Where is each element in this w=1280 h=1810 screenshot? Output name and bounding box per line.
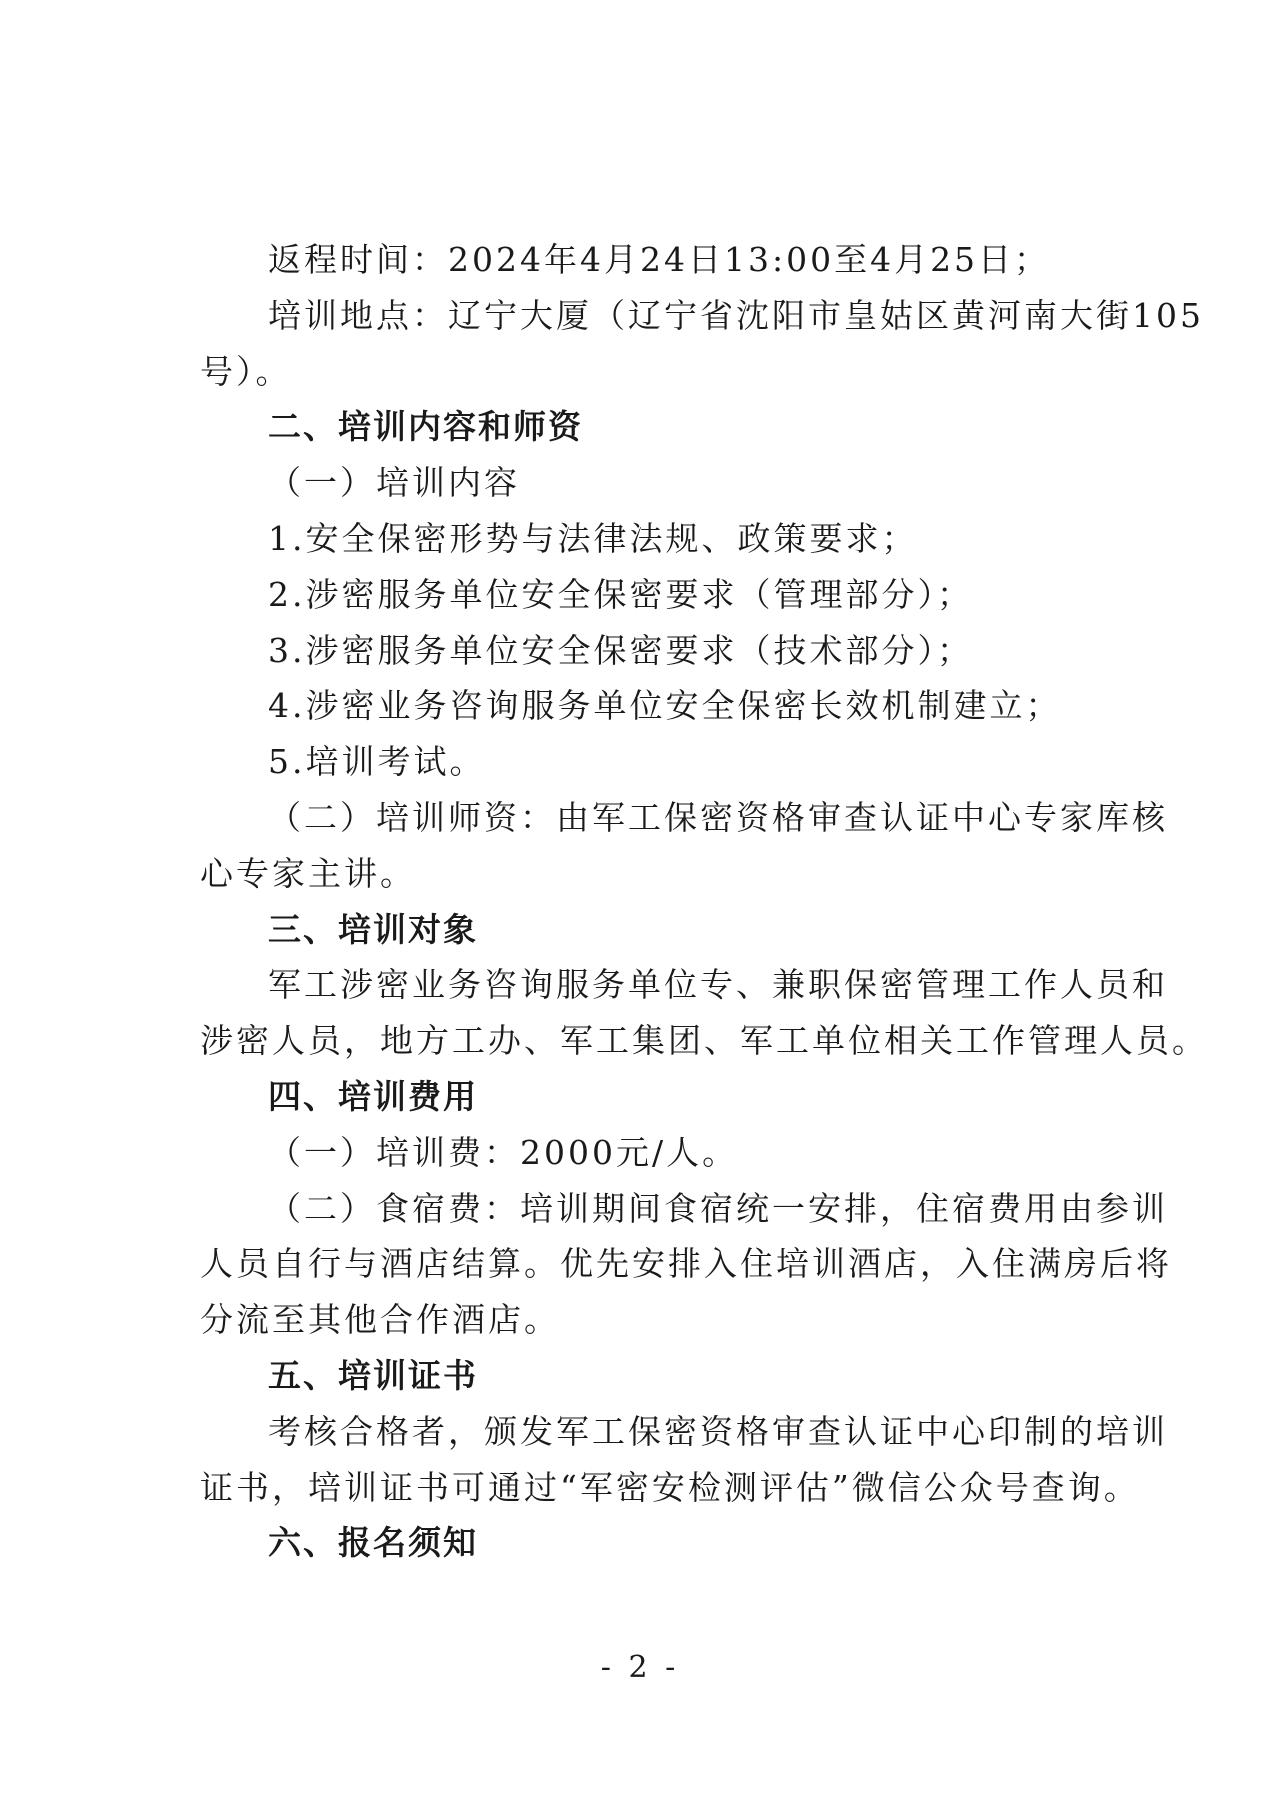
section-4-sub-2-line-3: 分流至其他合作酒店。 <box>200 1300 560 1340</box>
document-body <box>200 232 1208 1571</box>
content-item-3: 3.涉密服务单位安全保密要求（技术部分）； <box>268 630 973 670</box>
section-3-heading: 三、培训对象 <box>268 909 478 949</box>
section-3-text-line-1: 军工涉密业务咨询服务单位专、兼职保密管理工作人员和 <box>268 965 1168 1005</box>
section-6-heading: 六、报名须知 <box>268 1523 478 1563</box>
return-time-line: 返程时间：2024年4月24日13:00至4月25日； <box>268 240 1051 279</box>
section-5-text-line-2: 证书，培训证书可通过“军密安检测评估”微信公众号查询。 <box>200 1467 1140 1507</box>
section-4-sub-1: （一）培训费：2000元/人。 <box>268 1132 739 1172</box>
content-item-4: 4.涉密业务咨询服务单位安全保密长效机制建立； <box>268 686 1062 726</box>
location-line-2: 号）。 <box>200 351 292 391</box>
section-2-sub-2-line-2: 心专家主讲。 <box>200 853 416 893</box>
location-line-1: 培训地点：辽宁大厦（辽宁省沈阳市皇姑区黄河南大街105 <box>268 295 1204 335</box>
content-item-2: 2.涉密服务单位安全保密要求（管理部分）； <box>268 574 973 614</box>
section-5-heading: 五、培训证书 <box>268 1355 478 1395</box>
section-5-text-line-1: 考核合格者，颁发军工保密资格审查认证中心印制的培训 <box>268 1411 1168 1451</box>
section-4-sub-2-line-2: 人员自行与酒店结算。优先安排入住培训酒店，入住满房后将 <box>200 1244 1172 1284</box>
content-item-5: 5.培训考试。 <box>268 742 486 782</box>
section-4-heading: 四、培训费用 <box>268 1076 478 1116</box>
content-item-1: 1.安全保密形势与法律法规、政策要求； <box>268 518 918 558</box>
page-number: - 2 - <box>600 1650 680 1685</box>
section-3-text-line-2: 涉密人员，地方工办、军工集团、军工单位相关工作管理人员。 <box>200 1021 1208 1061</box>
section-2-heading: 二、培训内容和师资 <box>268 407 583 447</box>
section-4-sub-2-line-1: （二）食宿费：培训期间食宿统一安排，住宿费用由参训 <box>268 1188 1168 1228</box>
section-2-sub-1: （一）培训内容 <box>268 463 520 503</box>
section-2-sub-2-line-1: （二）培训师资：由军工保密资格审查认证中心专家库核 <box>268 797 1168 837</box>
